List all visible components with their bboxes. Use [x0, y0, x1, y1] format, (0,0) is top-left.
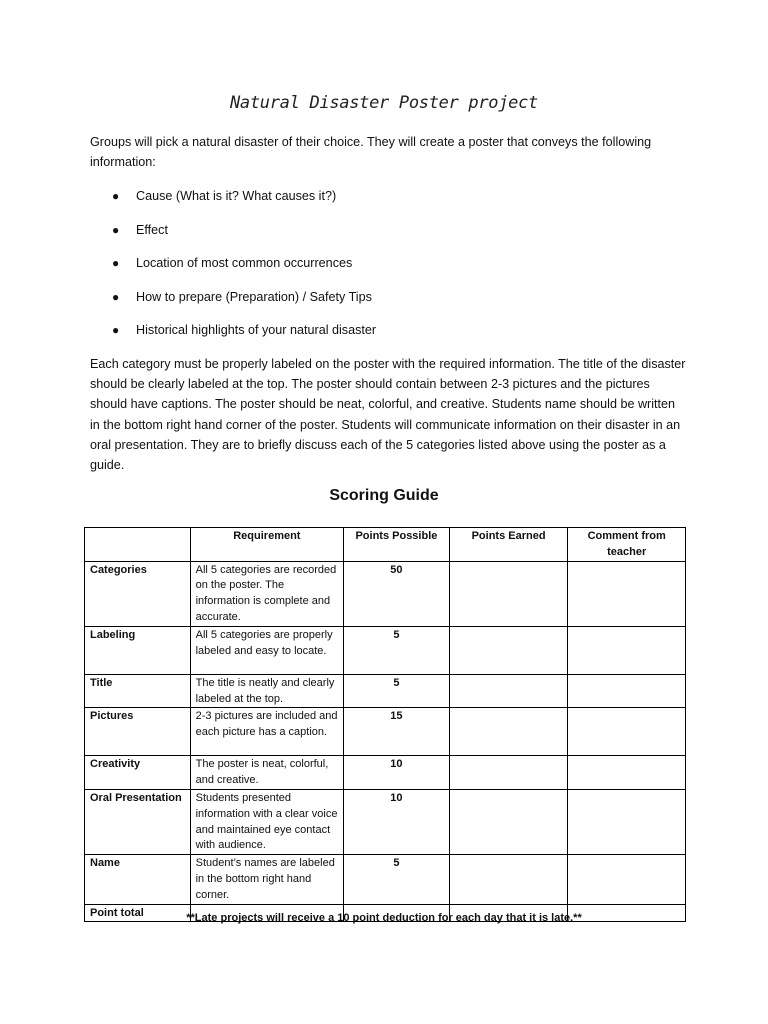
- table-row: [85, 626, 686, 674]
- table-row: [85, 708, 686, 756]
- instructions-paragraph: Each category must be properly labeled on the poster with the required information. The title of the disaster should be clearly labeled at the top. The poster should contain between 2-3 pictures and the pictures should have captions. The poster should be neat, colorful, and creative. Students name should be written in the bottom right hand corner of the poster. Students will communicate information on their disaster in an oral presentation. They are to briefly discuss each of the 5 categories listed above using the poster as a guide.: [90, 357, 686, 473]
- row-category: Creativity: [85, 756, 191, 790]
- list-item: [110, 253, 376, 287]
- row-requirement: Students presented information with a clear voice and maintained eye contact with audience.: [190, 789, 344, 854]
- bullet-icon: ●: [112, 323, 120, 338]
- row-category: Name: [85, 855, 191, 904]
- row-comment[interactable]: [568, 789, 686, 854]
- document-title: Natural Disaster Poster project: [230, 93, 538, 113]
- table-row: [85, 789, 686, 854]
- row-points-possible: 5: [344, 626, 450, 674]
- row-category: Labeling: [85, 626, 191, 674]
- requirements-list: [110, 186, 376, 354]
- row-comment[interactable]: [568, 855, 686, 904]
- bullet-icon: ●: [112, 222, 120, 237]
- row-requirement: The poster is neat, colorful, and creative.: [190, 756, 344, 790]
- row-points-earned[interactable]: [449, 756, 568, 790]
- row-requirement: All 5 categories are recorded on the poster. The information is complete and accurate.: [190, 561, 344, 626]
- row-points-earned[interactable]: [449, 708, 568, 756]
- list-item-text: Effect: [136, 222, 168, 237]
- row-comment[interactable]: [568, 674, 686, 708]
- row-requirement: 2-3 pictures are included and each picture has a caption.: [190, 708, 344, 756]
- row-comment[interactable]: [568, 626, 686, 674]
- list-item-text: Cause (What is it? What causes it?): [136, 189, 337, 203]
- late-penalty-note: **Late projects will receive a 10 point deduction for each day that it is late.**: [186, 912, 582, 924]
- row-points-earned[interactable]: [449, 561, 568, 626]
- row-points-possible: 5: [344, 674, 450, 708]
- bullet-icon: ●: [112, 289, 120, 304]
- row-points-possible: 50: [344, 561, 450, 626]
- row-points-possible: 10: [344, 789, 450, 854]
- row-requirement: Student’s names are labeled in the bottom right hand corner.: [190, 855, 344, 904]
- list-item: [110, 186, 376, 220]
- list-item: [110, 320, 376, 354]
- row-points-earned[interactable]: [449, 626, 568, 674]
- list-item-text: How to prepare (Preparation) / Safety Tips: [136, 289, 372, 304]
- row-category: Pictures: [85, 708, 191, 756]
- header-points-possible: Points Possible: [344, 528, 450, 562]
- list-item: [110, 220, 376, 254]
- row-points-possible: 15: [344, 708, 450, 756]
- table-row: [85, 561, 686, 626]
- row-comment[interactable]: [568, 708, 686, 756]
- header-requirement: Requirement: [190, 528, 344, 562]
- row-requirement: The title is neatly and clearly labeled at the top.: [190, 674, 344, 708]
- row-category: Point total: [85, 904, 191, 922]
- row-category: Categories: [85, 561, 191, 626]
- row-category: Oral Presentation: [85, 789, 191, 854]
- table-row: [85, 756, 686, 790]
- row-points-possible: 5: [344, 855, 450, 904]
- intro-text: Groups will pick a natural disaster of their choice. They will create a poster that conveys the following information:: [90, 135, 652, 169]
- list-item: [110, 287, 376, 321]
- scoring-table: [84, 527, 686, 922]
- table-row: [85, 674, 686, 708]
- header-points-earned: Points Earned: [449, 528, 568, 562]
- scoring-guide-heading: Scoring Guide: [329, 487, 439, 504]
- row-requirement: All 5 categories are properly labeled and easy to locate.: [190, 626, 344, 674]
- row-comment[interactable]: [568, 756, 686, 790]
- row-category: Title: [85, 674, 191, 708]
- table-row: [85, 855, 686, 904]
- row-points-possible: 10: [344, 756, 450, 790]
- row-comment[interactable]: [568, 561, 686, 626]
- header-comment: Comment from teacher: [568, 528, 686, 562]
- row-points-earned[interactable]: [449, 674, 568, 708]
- header-category: [85, 528, 191, 562]
- bullet-icon: ●: [112, 189, 120, 203]
- bullet-icon: ●: [112, 256, 120, 271]
- row-points-earned[interactable]: [449, 789, 568, 854]
- list-item-text: Historical highlights of your natural disaster: [136, 323, 377, 338]
- row-points-earned[interactable]: [449, 855, 568, 904]
- list-item-text: Location of most common occurrences: [136, 256, 353, 271]
- table-header-row: [85, 528, 686, 562]
